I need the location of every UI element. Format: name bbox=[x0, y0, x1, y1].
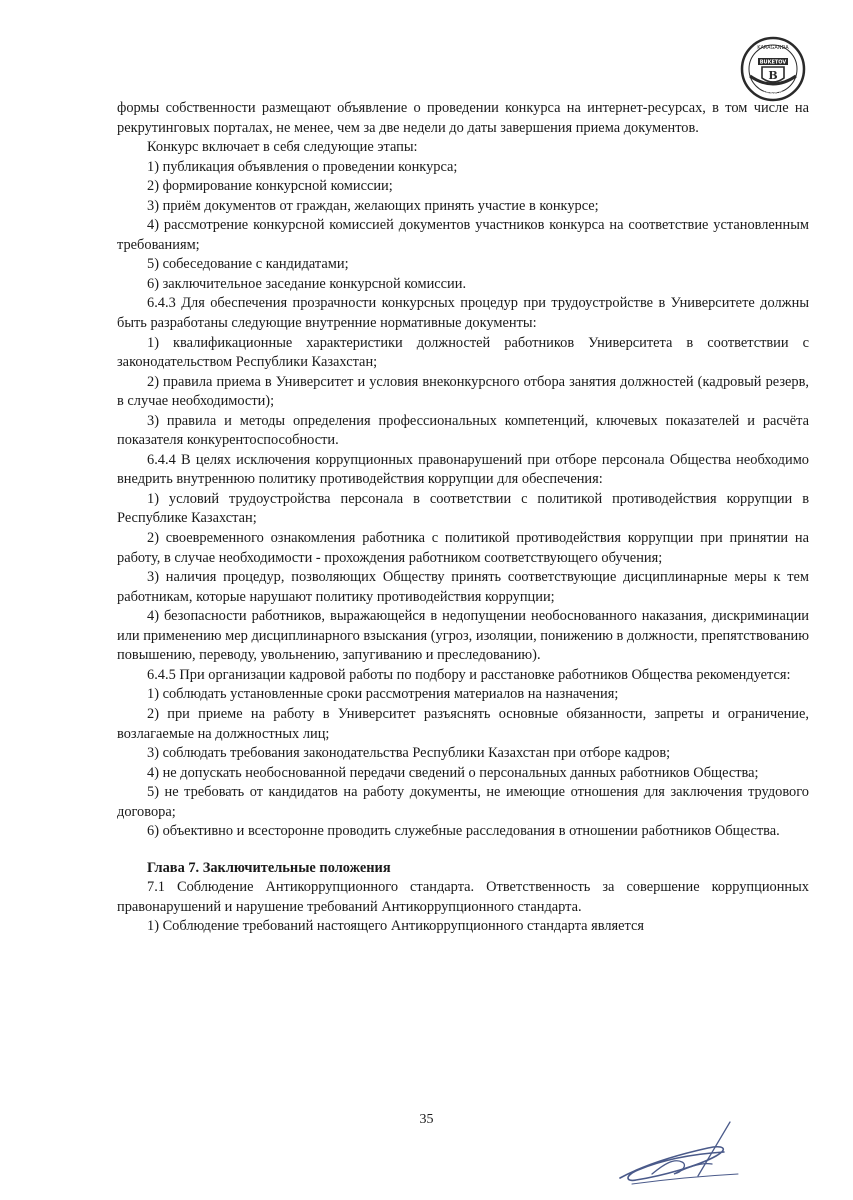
paragraph: 6.4.3 Для обеспечения прозрачности конкурсных процедур при трудоустройстве в Университете должны быть разработаны следующие внутренние нормативные документы: bbox=[117, 295, 809, 332]
paragraph: 2) при приеме на работу в Университет разъяснять основные обязанности, запреты и ограничение, возлагаемые на должностных лиц; bbox=[117, 705, 809, 742]
logo-bottom-text: UNIVERSITY bbox=[761, 91, 785, 96]
paragraph: 3) правила и методы определения профессиональных компетенций, ключевых показателей и расчёта показателя конкурентоспособности. bbox=[117, 412, 809, 449]
paragraph: 5) не требовать от кандидатов на работу документы, не имеющие отношения для заключения трудового договора; bbox=[117, 784, 809, 820]
paragraph: 4) не допускать необоснованной передачи сведений о персональных данных работников Общества; bbox=[147, 764, 759, 781]
chapter-paragraph: 7.1 Соблюдение Антикоррупционного стандарта. Ответственность за совершение коррупционных правонарушений и нарушение требований Антикоррупционного стандарта. bbox=[117, 879, 809, 915]
logo-center-letter: B bbox=[768, 69, 778, 82]
paragraph: 4) безопасности работников, выражающейся в недопущении необоснованного наказания, дискриминации или применению мер дисциплинарного взыскания (угроз, изоляции, понижению в должности, препятствованию повышению, переводу, увольнению, запугиванию и преследованию). bbox=[117, 608, 809, 664]
paragraph: 6.4.5 При организации кадровой работы по подбору и расстановке работников Общества рекомендуется: bbox=[147, 666, 791, 683]
document-body bbox=[117, 99, 809, 937]
paragraph: 3) соблюдать требования законодательства Республики Казахстан при отборе кадров; bbox=[147, 745, 671, 762]
paragraph: 3) приём документов от граждан, желающих принять участие в конкурсе; bbox=[147, 197, 599, 214]
chapter-paragraph-list bbox=[117, 878, 809, 937]
paragraph: 2) формирование конкурсной комиссии; bbox=[147, 178, 393, 195]
page-number: 35 bbox=[419, 1112, 434, 1127]
paragraph: Конкурс включает в себя следующие этапы: bbox=[147, 139, 418, 156]
chapter-paragraph: 1) Соблюдение требований настоящего Антикоррупционного стандарта является bbox=[147, 918, 644, 935]
paragraph: 2) правила приема в Университет и условия внеконкурсного отбора занятия должностей (кадровый резерв, в случае необходимости); bbox=[117, 373, 809, 410]
paragraph: 4) рассмотрение конкурсной комиссией документов участников конкурса на соответствие установленным требованиям; bbox=[117, 217, 809, 253]
logo-top-text: KARAGANDA bbox=[757, 45, 789, 51]
paragraph: 1) условий трудоустройства персонала в соответствии с политикой противодействия коррупции в Республике Казахстан; bbox=[117, 490, 809, 527]
paragraph: 3) наличия процедур, позволяющих Обществу принять соответствующие дисциплинарные меры к тем работникам, которые нарушают политику противодействия коррупции; bbox=[117, 569, 809, 605]
paragraph: 1) квалификационные характеристики должностей работников Университета в соответствии с законодательством Республики Казахстан; bbox=[117, 334, 809, 371]
paragraph: 1) соблюдать установленные сроки рассмотрения материалов на назначения; bbox=[147, 686, 619, 703]
handwritten-signature bbox=[612, 1118, 742, 1190]
paragraph: 6.4.4 В целях исключения коррупционных правонарушений при отборе персонала Общества необходимо внедрить внутреннюю политику противодействия коррупции для обеспечения: bbox=[117, 451, 809, 488]
paragraph: 6) объективно и всесторонне проводить служебные расследования в отношении работников Общества. bbox=[147, 823, 780, 840]
paragraph: 1) публикация объявления о проведении конкурса; bbox=[147, 158, 458, 175]
paragraph: 6) заключительное заседание конкурсной комиссии. bbox=[147, 275, 467, 292]
paragraph: 2) своевременного ознакомления работника с политикой противодействия коррупции при принятии на работу, в случае необходимости - прохождения работником соответствующего обучения; bbox=[117, 530, 809, 566]
paragraph: 5) собеседование с кандидатами; bbox=[147, 256, 349, 273]
logo-banner-text: BUKETOV bbox=[759, 59, 787, 66]
university-seal-logo bbox=[740, 36, 806, 102]
paragraph-list bbox=[117, 99, 809, 842]
paragraph: формы собственности размещают объявление о проведении конкурса на интернет-ресурсах, в том числе на рекрутинговых порталах, не менее, чем за две недели до даты завершения приема документов. bbox=[117, 100, 809, 136]
chapter-heading: Глава 7. Заключительные положения bbox=[147, 859, 391, 876]
